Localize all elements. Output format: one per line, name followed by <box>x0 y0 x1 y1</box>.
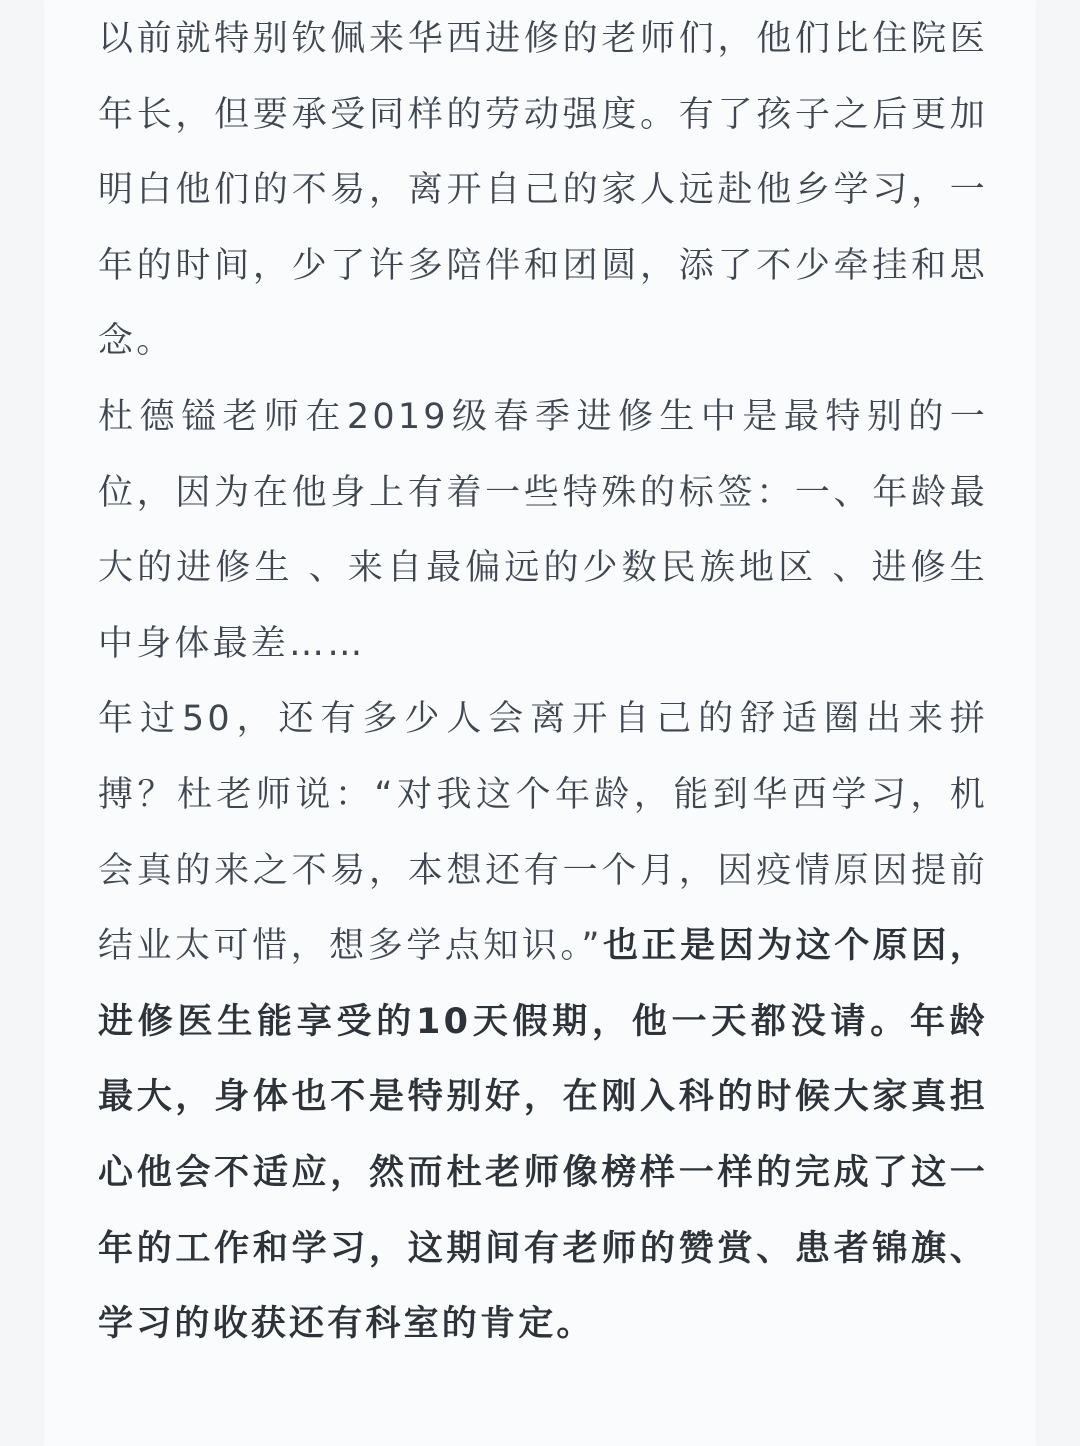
paragraph-teacher-quote <box>98 682 988 1362</box>
paragraph-teacher-intro: 杜德镒老师在2019级春季进修生中是最特别的一位，因为在他身上有着一些特殊的标签：一、年龄最大的进修生 、来自最偏远的少数民族地区 、进修生中身体最差…… <box>98 396 988 664</box>
paragraph-homesick: 以前就特别钦佩来华西进修的老师们，他们比住院医年长，但要承受同样的劳动强度。有了孩子之后更加明白他们的不易，离开自己的家人远赴他乡学习，一年的时间，少了许多陪伴和团圆，添了不少牵挂和思念。 <box>98 19 988 362</box>
highlighted-text: 也正是因为这个原因，进修医生能享受的10天假期，他一天都没请。年龄最大，身体也不是特别好，在刚入科的时候大家真担心他会不适应，然而杜老师像榜样一样的完成了这一年的工作和学习，这期间有老师的赞赏、患者锦旗、学习的收获还有科室的肯定。 <box>98 926 988 1345</box>
article-body <box>98 2 988 1363</box>
quote-text: 年过50，还有多少人会离开自己的舒适圈出来拼搏？杜老师说：“对我这个年龄，能到华西学习，机会真的来之不易，本想还有一个月，因疫情原因提前结业太可惜，想多学点知识。” <box>98 699 988 967</box>
